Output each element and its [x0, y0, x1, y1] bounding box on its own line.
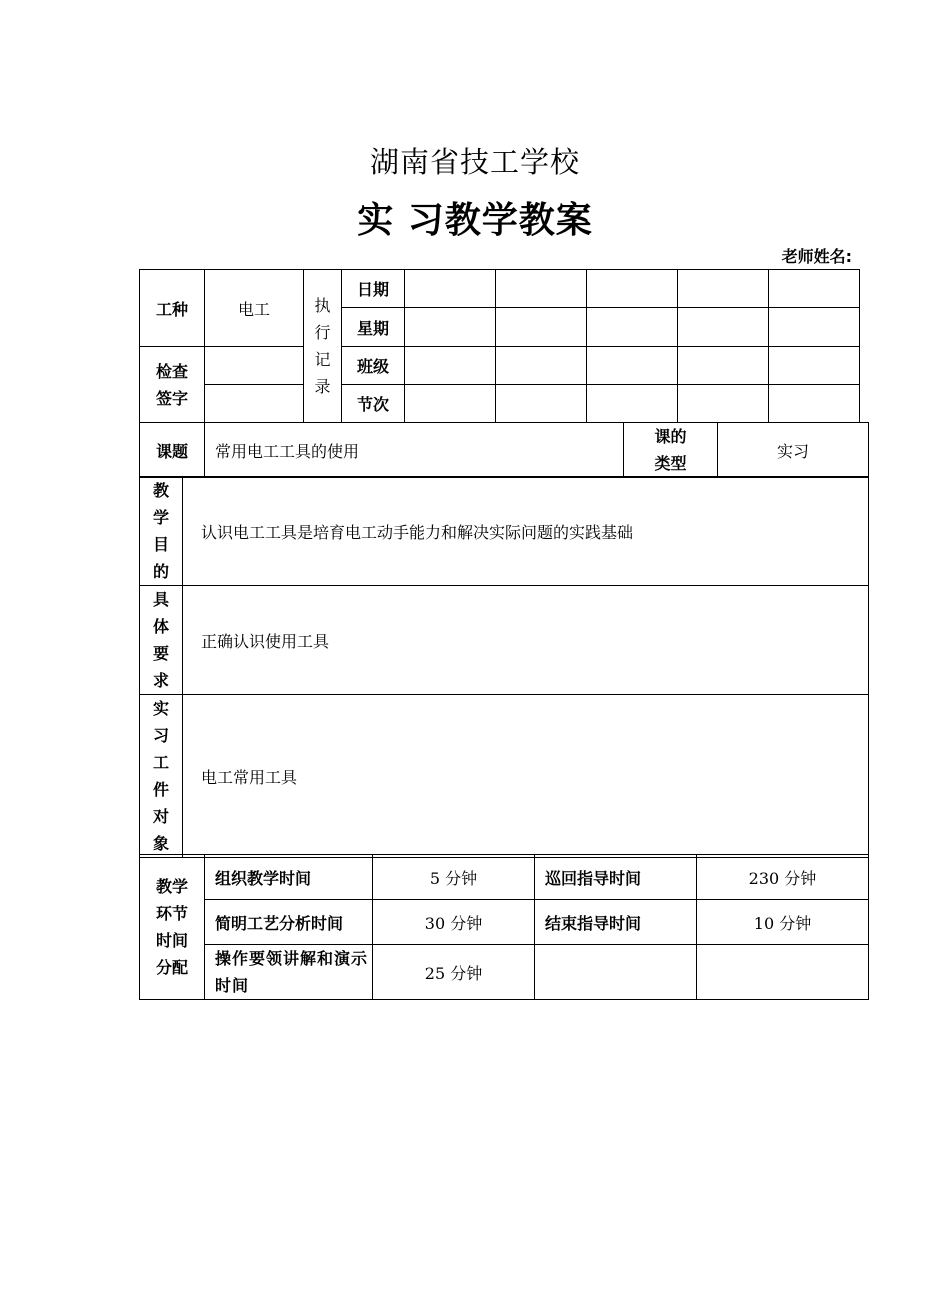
time-item-name: 结束指导时间 [535, 900, 697, 945]
requirements-value: 正确认识使用工具 [183, 586, 869, 695]
document-title: 实 习教学教案 [357, 199, 593, 241]
period-cell[interactable] [769, 385, 860, 423]
weekday-cell[interactable] [496, 308, 587, 347]
label-char: 环节 [155, 904, 188, 923]
label-char: 教 [152, 481, 169, 500]
date-cell[interactable] [496, 270, 587, 308]
time-item-name: 简明工艺分析时间 [205, 900, 373, 945]
time-item-value: 5 分钟 [373, 855, 535, 900]
trade-value: 电工 [205, 270, 304, 347]
label-char: 工 [152, 753, 169, 772]
weekday-cell[interactable] [587, 308, 678, 347]
trade-label: 工种 [140, 270, 205, 347]
label-char: 要 [152, 644, 169, 663]
lesson-type-value: 实习 [718, 423, 869, 478]
topic-label: 课题 [140, 423, 205, 478]
requirements-label [140, 586, 183, 695]
class-cell[interactable] [405, 347, 496, 385]
topic-table [139, 422, 869, 478]
class-cell[interactable] [496, 347, 587, 385]
label-char: 件 [152, 780, 169, 799]
time-item-name: 组织教学时间 [205, 855, 373, 900]
weekday-cell[interactable] [678, 308, 769, 347]
purpose-label [140, 477, 183, 586]
workpiece-label [140, 695, 183, 858]
period-label: 节次 [342, 385, 405, 423]
time-item-name: 操作要领讲解和演示时间 [205, 945, 373, 1000]
class-cell[interactable] [678, 347, 769, 385]
time-item-value: 10 分钟 [697, 900, 869, 945]
label-char: 象 [152, 834, 169, 853]
execution-record-table [139, 269, 860, 423]
date-cell[interactable] [769, 270, 860, 308]
exec-char: 行 [314, 323, 331, 342]
label-char: 时间 [155, 931, 188, 950]
purpose-value: 认识电工工具是培育电工动手能力和解决实际问题的实践基础 [183, 477, 869, 586]
exec-record-label [304, 270, 342, 423]
workpiece-value: 电工常用工具 [183, 695, 869, 858]
type-label-line: 类型 [654, 454, 687, 473]
check-sign-cell[interactable] [205, 385, 304, 423]
class-label: 班级 [342, 347, 405, 385]
label-char: 的 [152, 562, 169, 581]
period-cell[interactable] [405, 385, 496, 423]
date-cell[interactable] [587, 270, 678, 308]
time-allocation-table [139, 854, 869, 1000]
school-name: 湖南省技工学校 [369, 145, 580, 179]
label-char: 学 [152, 508, 169, 527]
exec-char: 记 [314, 350, 331, 369]
label-char: 求 [152, 671, 169, 690]
weekday-cell[interactable] [405, 308, 496, 347]
check-sign-cell[interactable] [205, 347, 304, 385]
topic-value: 常用电工工具的使用 [205, 423, 624, 478]
check-label: 检查 [155, 361, 188, 381]
teacher-name-label: 老师姓名: [781, 247, 852, 266]
lesson-type-label [624, 423, 718, 478]
sign-label: 签字 [155, 388, 188, 408]
time-item-name[interactable] [535, 945, 697, 1000]
content-table [139, 476, 869, 858]
exec-char: 录 [314, 377, 331, 396]
weekday-cell[interactable] [769, 308, 860, 347]
label-char: 分配 [155, 958, 188, 977]
time-item-name: 巡回指导时间 [535, 855, 697, 900]
label-char: 实 [152, 699, 169, 718]
type-label-line: 课的 [654, 427, 687, 446]
date-cell[interactable] [405, 270, 496, 308]
date-cell[interactable] [678, 270, 769, 308]
label-char: 体 [152, 617, 169, 636]
label-char: 目 [152, 535, 169, 554]
time-item-value: 30 分钟 [373, 900, 535, 945]
class-cell[interactable] [769, 347, 860, 385]
time-item-value: 25 分钟 [373, 945, 535, 1000]
class-cell[interactable] [587, 347, 678, 385]
weekday-label: 星期 [342, 308, 405, 347]
label-char: 对 [152, 807, 169, 826]
period-cell[interactable] [678, 385, 769, 423]
check-sign-label [140, 347, 205, 423]
time-item-value: 230 分钟 [697, 855, 869, 900]
time-item-value[interactable] [697, 945, 869, 1000]
period-cell[interactable] [587, 385, 678, 423]
time-allocation-label [140, 855, 205, 1000]
date-label: 日期 [342, 270, 405, 308]
label-char: 具 [152, 590, 169, 609]
period-cell[interactable] [496, 385, 587, 423]
label-char: 习 [152, 726, 169, 745]
exec-char: 执 [314, 296, 331, 315]
label-char: 教学 [155, 877, 188, 896]
